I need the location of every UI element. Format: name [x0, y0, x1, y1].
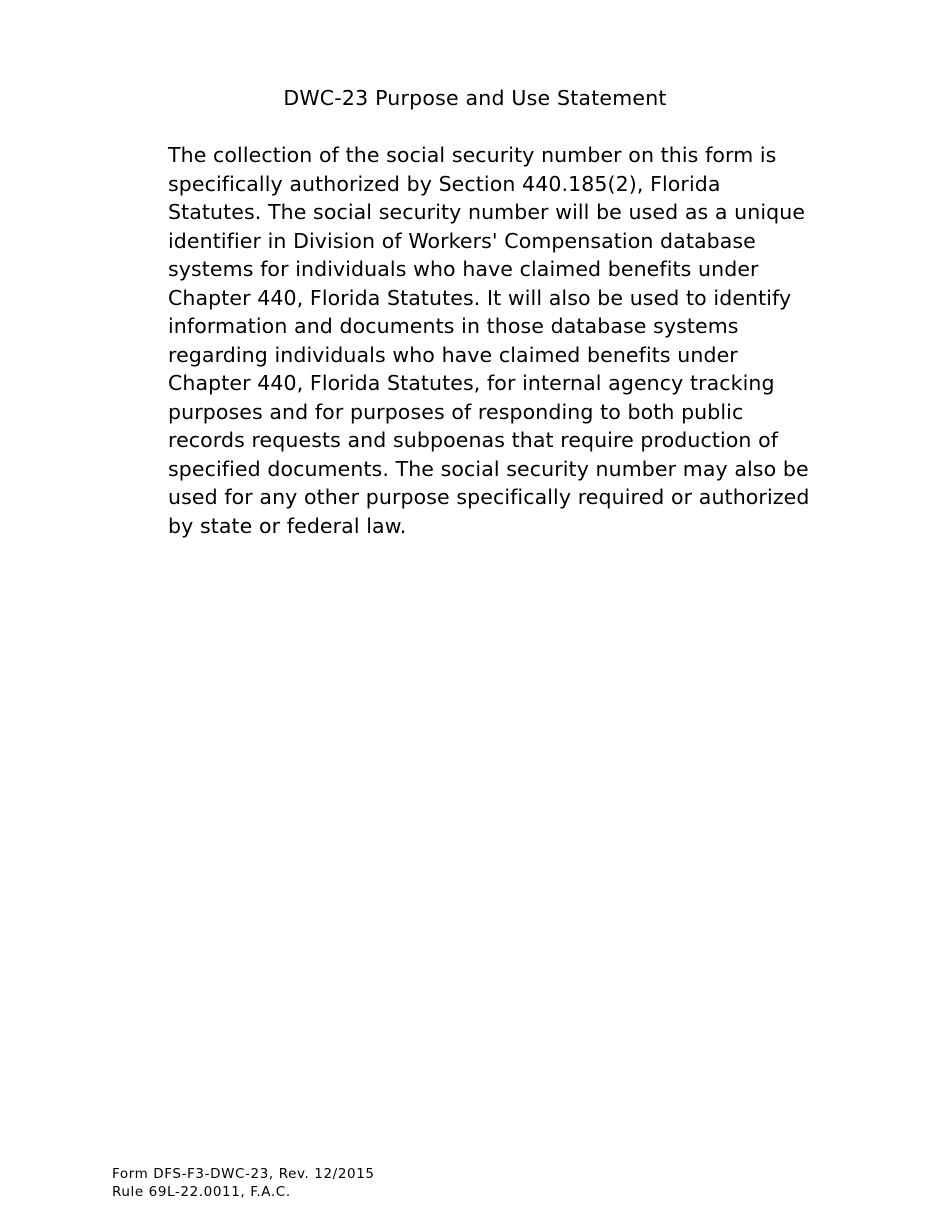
- form-id: Form DFS-F3-DWC-23, Rev. 12/2015: [112, 1166, 375, 1182]
- body-line: used for any other purpose specifically required or authorized: [168, 485, 810, 509]
- body-line: specified documents. The social security number may also be: [168, 456, 809, 481]
- purpose-statement-body: [168, 141, 808, 540]
- rule-reference: Rule 69L-22.0011, F.A.C.: [112, 1184, 291, 1200]
- form-footer: [112, 1165, 375, 1201]
- body-line: identifier in Division of Workers' Compensation database: [168, 228, 756, 253]
- body-line: The collection of the social security number on this form is: [168, 143, 777, 167]
- body-line: Chapter 440, Florida Statutes. It will also be used to identify: [168, 285, 792, 310]
- body-line: purposes and for purposes of responding to both public: [168, 399, 744, 424]
- body-line: Statutes. The social security number will be used as a unique: [168, 200, 806, 224]
- body-line: regarding individuals who have claimed benefits under: [168, 342, 738, 367]
- body-line: systems for individuals who have claimed benefits under: [168, 257, 759, 281]
- body-line: information and documents in those database systems: [168, 314, 739, 338]
- body-line: Chapter 440, Florida Statutes, for internal agency tracking: [168, 371, 775, 395]
- body-line: by state or federal law.: [168, 513, 407, 538]
- body-line: specifically authorized by Section 440.185(2), Florida: [168, 171, 721, 196]
- page-title: DWC-23 Purpose and Use Statement: [283, 86, 667, 110]
- body-line: records requests and subpoenas that require production of: [168, 428, 779, 452]
